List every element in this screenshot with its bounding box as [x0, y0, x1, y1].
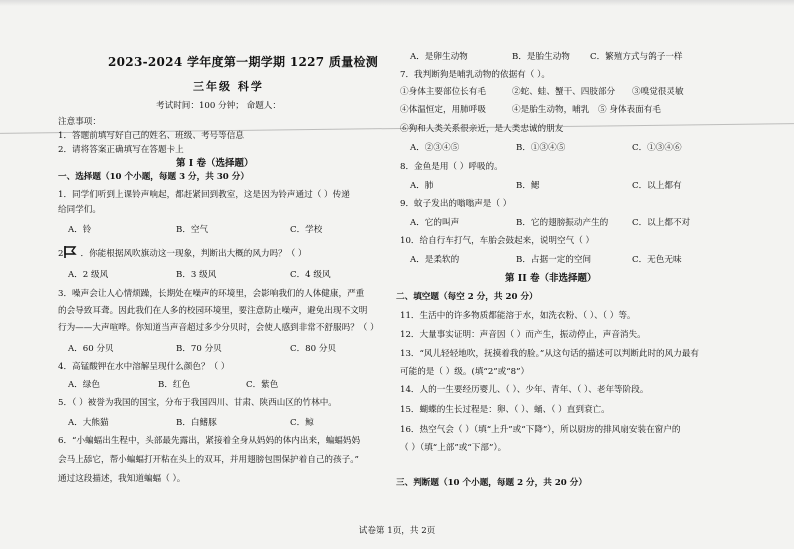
part1-heading: 第 I 卷（选择题） [176, 158, 254, 169]
q7-text: 7．我判断狗是哺乳动物的依据有（ ）。 [400, 70, 550, 80]
q5-text: 5．（ ）被誉为我国的国宝，分布于我国四川、甘肃、陕西山区的竹林中。 [58, 398, 337, 408]
part2-heading: 第 II 卷（非选择题） [505, 273, 597, 284]
q10-text: 10．给自行车打气，车胎会鼓起来，说明空气（ ） [400, 236, 595, 246]
fill-section-heading: 二、填空题（每空 2 分，共 20 分） [396, 292, 538, 302]
q2-option-b: B．3 级风 [176, 270, 217, 280]
q7-option-a: A．②③④⑤ [410, 143, 460, 153]
q15-text: 15．蝴蝶的生长过程是：卵、（ ）、蛹、（ ）直到衰亡。 [400, 405, 610, 415]
exam-info: 考试时间：100 分钟； 命题人： [156, 101, 281, 111]
q6-option-c: C．繁殖方式与鸽子一样 [590, 52, 683, 62]
q8-text: 8．金鱼是用（ ）呼吸的。 [400, 162, 503, 172]
flag-icon [63, 245, 77, 259]
q10-option-c: C．无色无味 [632, 255, 682, 265]
q13-line2: 可能的是（ ）级。(填“2”或“8”） [400, 367, 530, 377]
q5-option-a: A．大熊猫 [68, 418, 109, 428]
q14-text: 14．人的一生要经历婴儿、（ ）、少年、青年、（ ）、老年等阶段。 [400, 385, 649, 395]
q1-option-c: C．学校 [290, 225, 323, 235]
q9-option-c: C．以上都不对 [632, 218, 691, 228]
q4-option-a: A．绿色 [68, 380, 100, 390]
exam-title: 2023-2024 学年度第一期学期 1227 质量检测 [108, 55, 379, 69]
judge-section-heading: 三、判断题（10 个小题，每题 2 分，共 20 分） [396, 478, 587, 488]
q6-line2: 会马上舔它，帮小蝙蝠打开粘在头上的双耳，并用翅膀包围保护着自己的孩子。” [58, 455, 359, 465]
q3-line2: 的会导致耳聋。因此我们在人多的校园环境里，要注意防止噪声，避免出现不文明 [58, 306, 368, 316]
q9-option-a: A．它的叫声 [410, 218, 460, 228]
q9-option-b: B．它的翅膀振动产生的 [516, 218, 609, 228]
q5-option-c: C．鲸 [290, 418, 314, 428]
q3-option-a: A．60 分贝 [68, 344, 114, 354]
q7-feature-1: ①身体主要部位长有毛 [400, 87, 486, 97]
q5-option-b: B．白鳍豚 [176, 418, 217, 428]
q7-option-c: C．①③④⑥ [632, 143, 682, 153]
q13-line1: 13．“风儿轻轻地吹，抚摸着我的脸。”从这句话的描述可以判断此时的风力最有 [400, 349, 700, 359]
q7-feature-7: ⑥狗和人类关系很亲近，是人类忠诚的朋友 [400, 124, 564, 134]
q7-feature-2: ②蛇、蛙、蟹干、四肢部分 [512, 87, 616, 97]
q2-option-c: C．4 级风 [290, 270, 331, 280]
notes-heading: 注意事项： [58, 117, 101, 127]
q6-line3: 通过这段描述，我知道蝙蝠（ ）。 [58, 474, 186, 484]
q7-feature-3: ③嗅觉很灵敏 [632, 87, 684, 97]
choice-section-heading: 一、选择题（10 个小题，每题 3 分，共 30 分） [58, 172, 249, 182]
q6-option-b: B．是胎生动物 [512, 52, 570, 62]
q2-text: ．你能根据风吹旗动这一现象，判断出大概的风力吗？（ ） [80, 249, 307, 259]
q9-text: 9．蚊子发出的嗡嗡声是（ ） [400, 199, 512, 209]
exam-subtitle: 三年级 科学 [193, 80, 264, 93]
q7-feature-4: ④体温恒定，用肺呼吸 [400, 105, 486, 115]
q16-line1: 16．热空气会（ ）（填“上升”或“下降”），所以厨房的排风扇安装在窗户的 [400, 425, 681, 435]
q1-option-a: A．铃 [68, 225, 92, 235]
q3-line1: 3．噪声会让人心情烦躁，长期处在噪声的环境里，会影响我们的人体健康，严重 [58, 289, 365, 299]
q1-option-b: B．空气 [176, 225, 209, 235]
note-1: 1．答题前填写好自己的姓名、班级、考号等信息 [58, 131, 244, 141]
q7-feature-5: ④是胎生动物，哺乳 [512, 105, 590, 115]
scan-edge [0, 0, 794, 6]
q7-option-b: B．①③④⑤ [516, 143, 566, 153]
q2-option-a: A．2 级风 [68, 270, 109, 280]
q6-line1: 6．“小蝙蝠出生程中，头部最先露出，紧接着全身从妈妈的体内出来，蝙蝠妈妈 [58, 436, 361, 446]
q12-text: 12．大量事实证明：声音因（ ）而产生，振动停止，声音消失。 [400, 330, 646, 340]
q3-option-c: C．80 分贝 [290, 344, 337, 354]
q6-option-a: A．是卵生动物 [410, 52, 468, 62]
q4-option-b: B．红色 [158, 380, 191, 390]
page-footer: 试卷第 1页，共 2页 [358, 526, 436, 536]
q10-option-b: B．占据一定的空间 [516, 255, 592, 265]
note-2: 2．请将答案正确填写在答题卡上 [58, 145, 184, 155]
q10-option-a: A．是柔软的 [410, 255, 460, 265]
q4-option-c: C．紫色 [246, 380, 279, 390]
q16-line2: （ ）（填“上部”或“下部”）。 [400, 443, 507, 453]
q8-option-a: A．肺 [410, 181, 434, 191]
q11-text: 11．生活中的许多物质都能溶于水，如洗衣粉、（ ）、（ ）等。 [400, 311, 636, 321]
q4-text: 4．高锰酸钾在水中溶解呈现什么颜色？（ ） [58, 362, 230, 372]
q2-line: 2 ．你能根据风吹旗动这一现象，判断出大概的风力吗？（ ） [58, 245, 307, 259]
q8-option-b: B．鳃 [516, 181, 540, 191]
q8-option-c: C．以上都有 [632, 181, 682, 191]
q3-option-b: B．70 分贝 [176, 344, 222, 354]
q1-line2: 给同学们。 [58, 205, 101, 215]
q1-line1: 1．同学们听到上课铃声响起，都赶紧回到教室，这是因为铃声通过（ ）传递 [58, 190, 350, 200]
q7-feature-6: ⑤ 身体表面有毛 [598, 105, 661, 115]
q3-line3: 行为——大声喧哗。你知道当声音超过多少分贝时，会使人感到非常不舒服吗？（ ） [58, 323, 379, 333]
